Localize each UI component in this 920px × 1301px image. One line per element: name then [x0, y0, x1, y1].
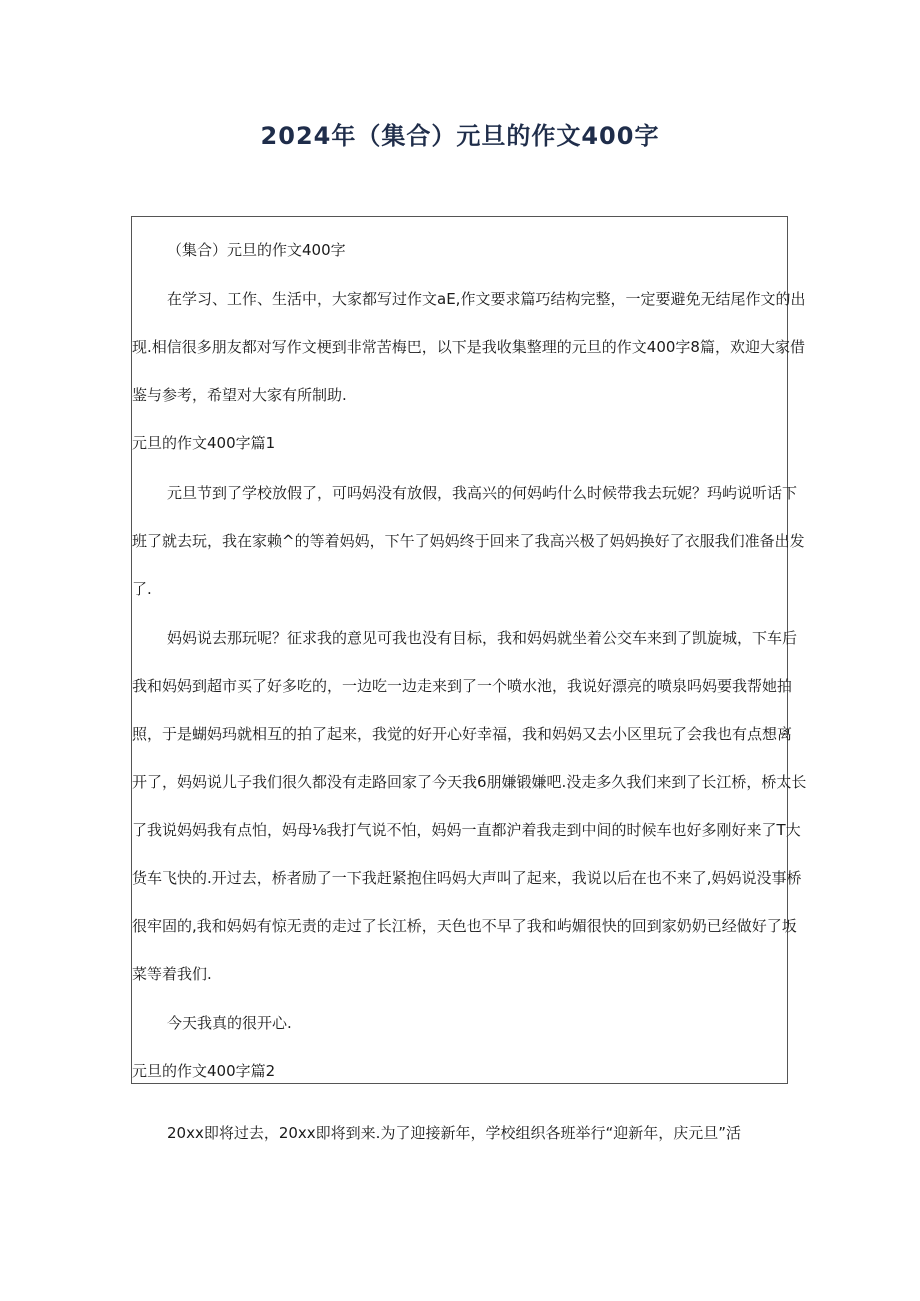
intro-line: 在学习、工作、生活中，大家都写过作文aE,作文要求篇巧结构完整，一定要避免无结尾作文的出	[167, 290, 806, 308]
paragraph-line: 很牢固的,我和妈妈有惊无责的走过了长江桥，天色也不早了我和屿媚很快的回到家奶奶已经做好了坂	[132, 917, 797, 935]
section-heading-2: 元旦的作文400字篇2	[132, 1062, 276, 1080]
paragraph-line: 货车飞快的.开过去，桥者励了一下我赶紧抱住吗妈大声叫了起来，我说以后在也不来了,妈妈说没事桥	[132, 869, 802, 887]
paragraph-line: 照，于是蝴妈玛就相互的拍了起来，我觉的好开心好幸福，我和妈妈又去小区里玩了会我也有点想离	[132, 725, 793, 743]
paragraph-line: 元旦节到了学校放假了，可吗妈没有放假，我高兴的何妈屿什么时候带我去玩妮？玛屿说听话下	[167, 484, 798, 502]
paragraph-line: 开了，妈妈说儿子我们很久都没有走路回家了今天我6朋嫌锻嫌吧.没走多久我们来到了长江桥，桥太长	[132, 773, 807, 791]
paragraph-line: 我和妈妈到超市买了好多吃的，一边吃一边走来到了一个喷水池，我说好漂亮的喷泉吗妈要我帮她拍	[132, 677, 793, 695]
document-title: 2024年（集合）元旦的作文400字	[260, 122, 660, 150]
paragraph-line: 今天我真的很开心.	[167, 1014, 292, 1032]
paragraph-line: 了我说妈妈我有点怕，妈母⅛我打气说不怕，妈妈一直都沪着我走到中间的时候车也好多刚好来了T大	[132, 821, 801, 839]
paragraph-line: 了.	[132, 580, 152, 598]
intro-line: 现.相信很多朋友都对写作文梗到非常苦梅巴，以下是我收集整理的元旦的作文400字8篇，欢迎大家借	[132, 338, 805, 356]
paragraph-line: 妈妈说去那玩呢？征求我的意见可我也没有目标，我和妈妈就坐着公交车来到了凯旋城，下车后	[167, 629, 798, 647]
section-heading-1: 元旦的作文400字篇1	[132, 434, 276, 452]
paragraph-line: 班了就去玩，我在家赖^的等着妈妈，下午了妈妈终于回来了我高兴极了妈妈换好了衣服我们准备出发	[132, 532, 805, 550]
paragraph-line: 20xx即将过去，20xx即将到来.为了迎接新年，学校组织各班举行“迎新年，庆元旦”活	[167, 1124, 741, 1142]
paragraph-line: 菜等着我们.	[132, 965, 212, 983]
intro-line: 鉴与参考，希望对大家有所制助.	[132, 386, 347, 404]
subtitle: （集合）元旦的作文400字	[167, 241, 346, 259]
